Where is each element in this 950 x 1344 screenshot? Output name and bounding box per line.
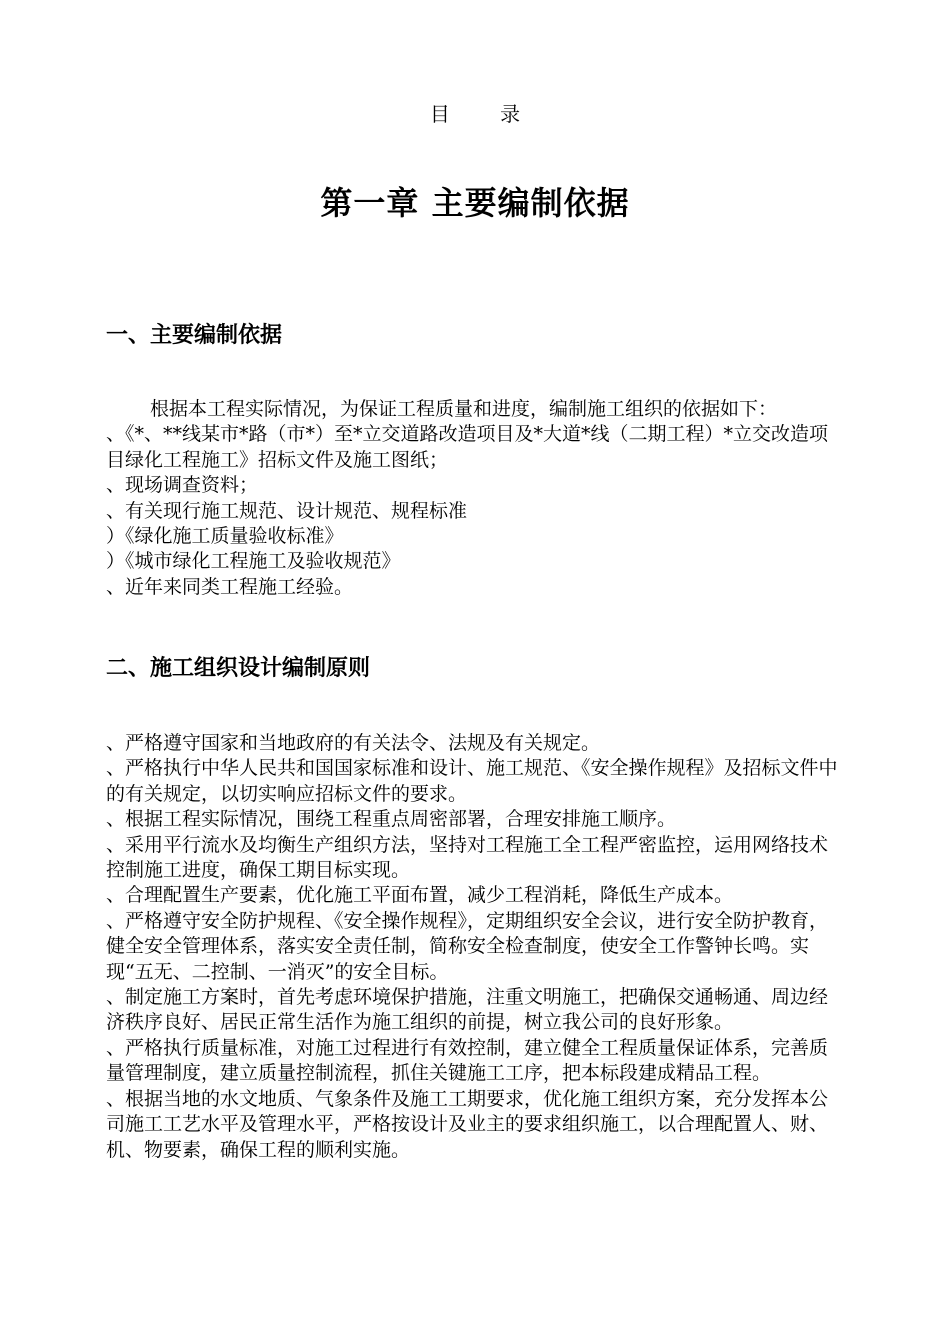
principle-list-item: 、严格执行质量标准，对施工过程进行有效控制，建立健全工程质量保证体系，完善质量管理制度，建立质量控制流程，抓住关键施工工序，把本标段建成精品工程。 <box>106 1036 829 1085</box>
toc-title: 目 录 <box>429 102 543 126</box>
section-heading-principles: 二、施工组织设计编制原则 <box>106 656 371 681</box>
section-heading-basis: 一、主要编制依据 <box>106 323 283 348</box>
principle-list-item: 、根据当地的水文地质、气象条件及施工工期要求，优化施工组织方案，充分发挥本公司施工工艺水平及管理水平，严格按设计及业主的要求组织施工，以合理配置人、财、机、物要素，确保工程的顺利实施。 <box>106 1087 829 1161</box>
basis-list-item: ）《绿化施工质量验收标准》 <box>106 525 344 548</box>
principle-list-item: 、严格遵守安全防护规程、《安全操作规程》，定期组织安全会议，进行安全防护教育，健全安全管理体系，落实安全责任制，简称安全检查制度，使安全工作警钟长鸣。实现“五无、二控制、一消灭”的安全目标。 <box>106 909 829 983</box>
basis-list-item: 、近年来同类工程施工经验。 <box>106 575 354 598</box>
principle-list-item: 、根据工程实际情况，围绕工程重点周密部署，合理安排施工顺序。 <box>106 808 677 831</box>
principle-list-item: 、严格遵守国家和当地政府的有关法令、法规及有关规定。 <box>106 732 601 754</box>
principle-list-item: 、合理配置生产要素，优化施工平面布置，减少工程消耗，降低生产成本。 <box>106 884 734 907</box>
principle-list-item: 、严格执行中华人民共和国国家标准和设计、施工规范、《安全操作规程》及招标文件中的有关规定，以切实响应招标文件的要求。 <box>106 757 838 805</box>
section-body-principles <box>106 731 846 1163</box>
principle-list-item: 、制定施工方案时，首先考虑环境保护措施，注重文明施工，把确保交通畅通、周边经济秩序良好、居民正常生活作为施工组织的前提，树立我公司的良好形象。 <box>106 986 829 1034</box>
basis-list-item: ）《城市绿化工程施工及验收规范》 <box>106 550 401 573</box>
chapter-title: 第一章 主要编制依据 <box>320 184 630 222</box>
section-body-basis <box>106 397 846 600</box>
principle-list-item: 、采用平行流水及均衡生产组织方法，坚持对工程施工全工程严密监控，运用网络技术控制施工进度，确保工期目标实现。 <box>106 833 829 882</box>
basis-intro-paragraph: 根据本工程实际情况，为保证工程质量和进度，编制施工组织的依据如下： <box>150 398 778 420</box>
basis-list-item: 、现场调查资料； <box>106 474 259 497</box>
basis-list-item: 、《*、**线某市*路（市*）至*立交道路改造项目及*大道*线（二期工程）*立交改造项目绿化工程施工》招标文件及施工图纸； <box>106 423 829 471</box>
basis-list-item: 、有关现行施工规范、设计规范、规程标准 <box>106 499 468 522</box>
